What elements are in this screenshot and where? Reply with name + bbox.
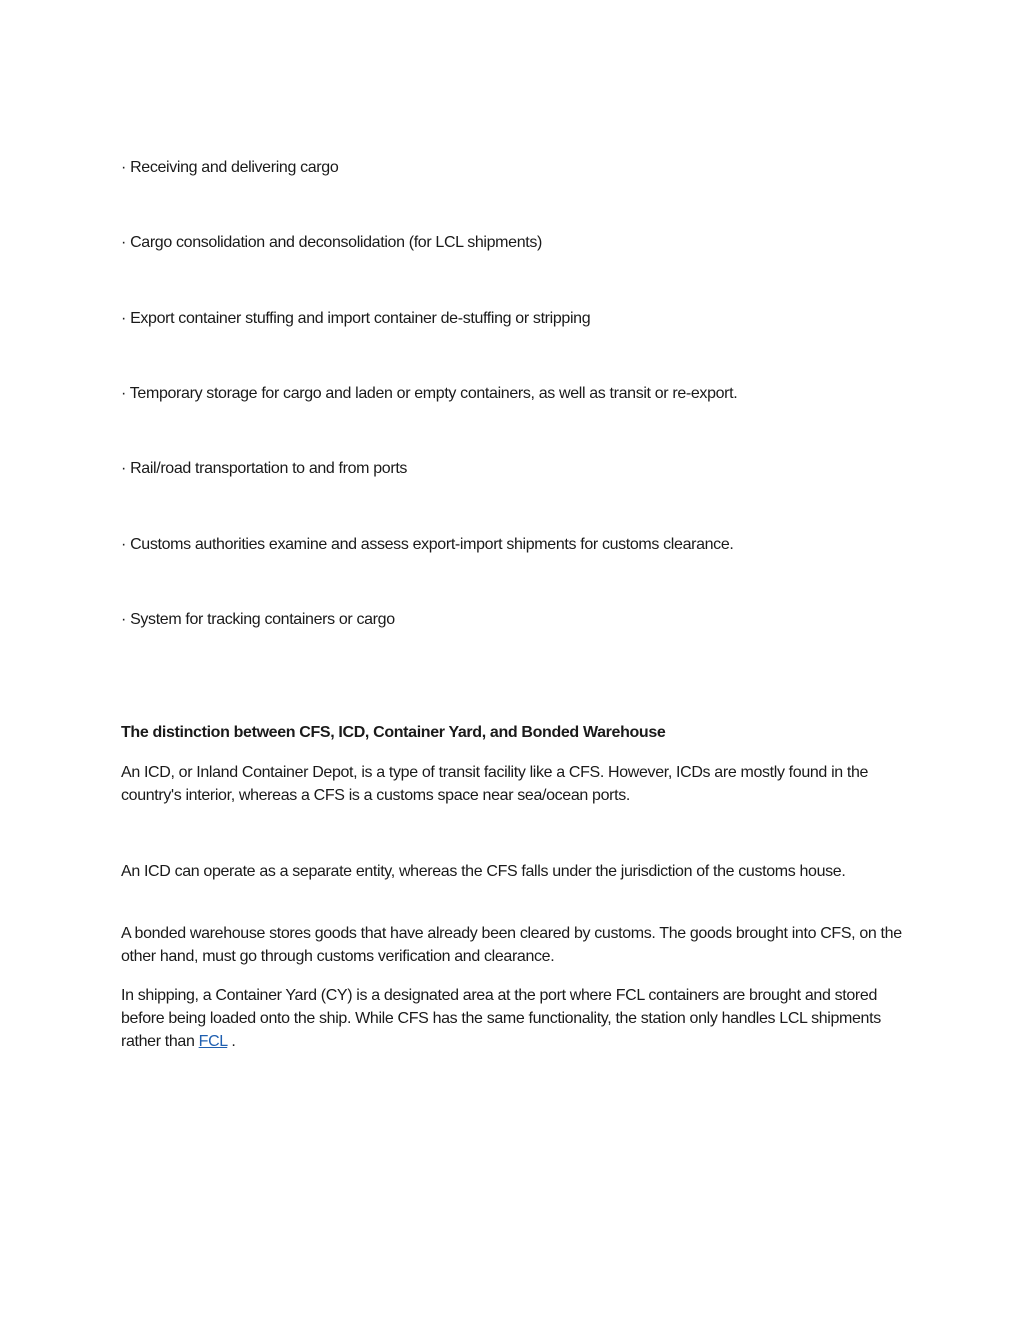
bullet-item: · Export container stuffing and import container de-stuffing or stripping: [121, 310, 591, 327]
paragraph-bonded-warehouse: A bonded warehouse stores goods that have already been cleared by customs. The goods brought into CFS, on the other hand, must go through customs verification and clearance.: [121, 925, 902, 965]
paragraph-icd-entity: An ICD can operate as a separate entity, whereas the CFS falls under the jurisdiction of the customs house.: [121, 863, 846, 880]
paragraph-icd-definition: An ICD, or Inland Container Depot, is a type of transit facility like a CFS. However, ICDs are mostly found in the country's interior, whereas a CFS is a customs space near sea/ocean ports.: [121, 764, 869, 804]
bullet-item: · Temporary storage for cargo and laden or empty containers, as well as transit or re-export.: [121, 385, 738, 402]
section-heading: The distinction between CFS, ICD, Container Yard, and Bonded Warehouse: [121, 724, 666, 741]
paragraph-suffix: .: [227, 1033, 236, 1050]
fcl-link[interactable]: FCL: [198, 1033, 228, 1050]
bullet-item: · Customs authorities examine and assess export-import shipments for customs clearance.: [121, 536, 734, 553]
bullet-item: · System for tracking containers or cargo: [121, 611, 395, 628]
bullet-item: · Cargo consolidation and deconsolidation (for LCL shipments): [121, 234, 542, 251]
bullet-item: · Receiving and delivering cargo: [121, 159, 339, 176]
bullet-item: · Rail/road transportation to and from ports: [121, 460, 408, 477]
paragraph-container-yard: [121, 984, 911, 1053]
paragraph-text: In shipping, a Container Yard (CY) is a designated area at the port where FCL containers are brought and stored before being loaded onto the ship. While CFS has the same functionality, the station only handles LCL shipments rather than: [121, 987, 881, 1050]
